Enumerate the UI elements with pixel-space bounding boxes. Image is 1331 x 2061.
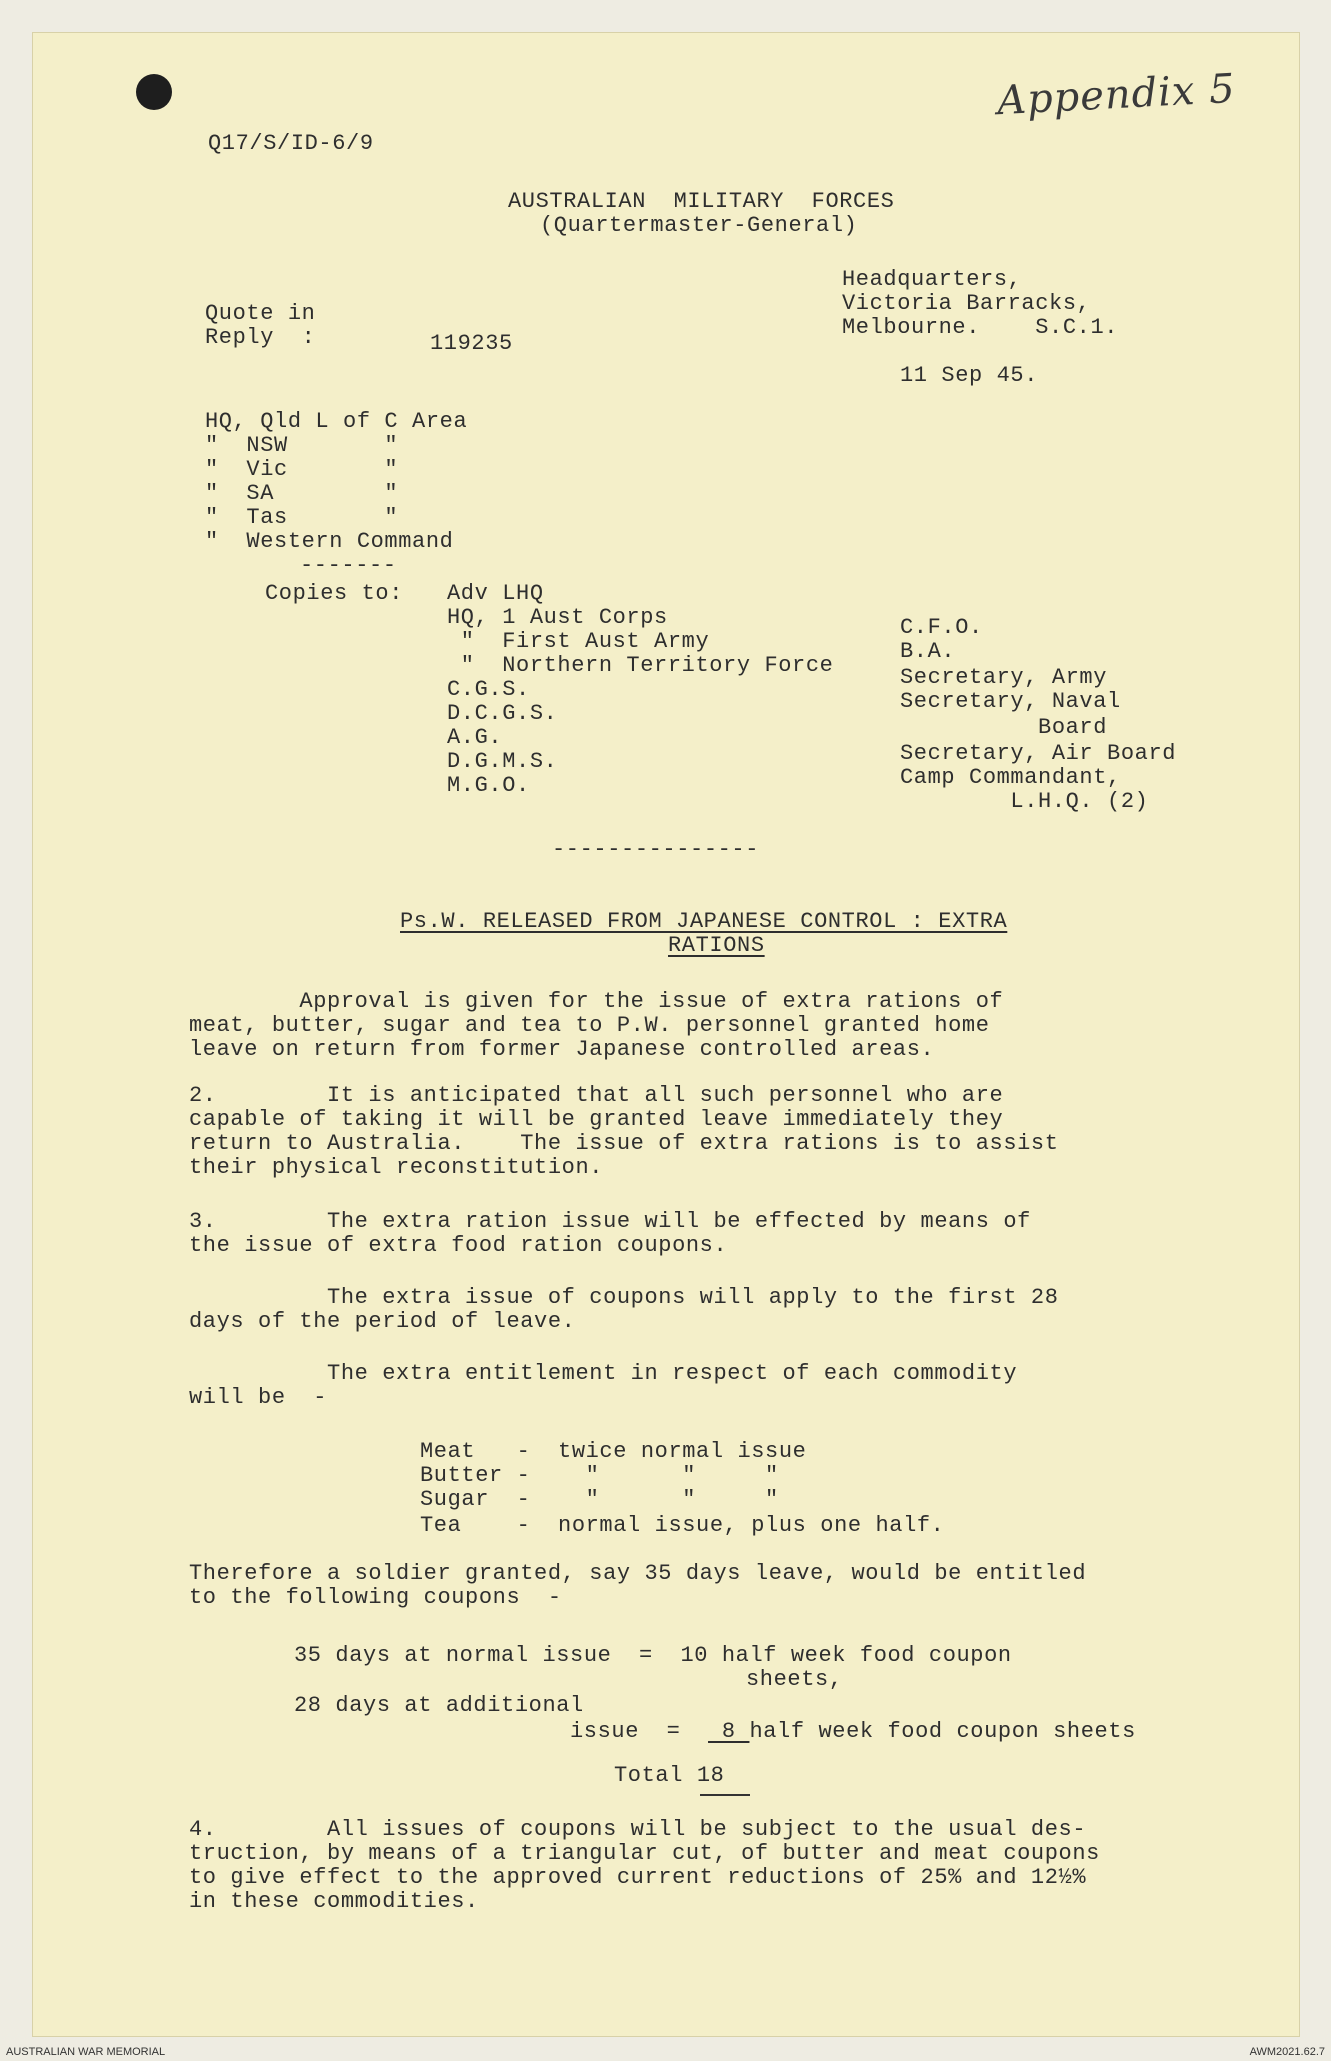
addressee: " SA "	[205, 481, 399, 506]
calc-number: 8	[708, 1719, 750, 1744]
body-line: the issue of extra food ration coupons.	[189, 1233, 728, 1258]
subject-heading-cont: RATIONS	[668, 933, 765, 958]
copy-recipient: " Northern Territory Force	[447, 653, 834, 678]
body-line: Approval is given for the issue of extra rations of	[189, 989, 1004, 1014]
addressee: " Western Command	[205, 529, 454, 554]
body-line: 3. The extra ration issue will be effected by means of	[189, 1209, 1031, 1234]
body-line: The extra entitlement in respect of each commodity	[189, 1361, 1018, 1386]
body-line: leave on return from former Japanese controlled areas.	[189, 1037, 935, 1062]
calc-line: 35 days at normal issue = 10 half week food coupon	[294, 1643, 1012, 1668]
body-line: days of the period of leave.	[189, 1309, 576, 1334]
org-title: AUSTRALIAN MILITARY FORCES	[508, 189, 895, 214]
calc-prefix: issue =	[570, 1719, 709, 1744]
body-line: meat, butter, sugar and tea to P.W. personnel granted home	[189, 1013, 990, 1038]
body-line: capable of taking it will be granted leave immediately they	[189, 1107, 1004, 1132]
addressee: " Tas "	[205, 505, 399, 530]
subject-heading: Ps.W. RELEASED FROM JAPANESE CONTROL : EXTRA	[400, 909, 1008, 934]
body-line: to the following coupons -	[189, 1585, 562, 1610]
copy-recipient: Adv LHQ	[447, 581, 544, 606]
body-line: 4. All issues of coupons will be subject to the usual des-	[189, 1817, 1087, 1842]
calc-total: Total 18	[614, 1763, 725, 1788]
body-line: will be -	[189, 1385, 328, 1410]
copy-recipient: Secretary, Naval	[900, 689, 1121, 714]
archive-credit: AUSTRALIAN WAR MEMORIAL	[6, 2046, 166, 2058]
commodity-row: Meat - twice normal issue	[420, 1439, 807, 1464]
quote-label: Reply :	[205, 325, 316, 350]
addressee: " Vic "	[205, 457, 399, 482]
body-line: 2. It is anticipated that all such personnel who are	[189, 1083, 1004, 1108]
copy-recipient: A.G.	[447, 725, 503, 750]
copy-recipient: " First Aust Army	[447, 629, 710, 654]
copies-rule: ---------------	[552, 837, 760, 862]
commodity-row: Tea - normal issue, plus one half.	[420, 1513, 945, 1538]
copy-recipient: D.G.M.S.	[447, 749, 558, 774]
quote-label: Quote in	[205, 301, 316, 326]
copy-recipient: Board	[900, 715, 1108, 740]
document-page	[32, 32, 1300, 2037]
archive-id: AWM2021.62.7	[1249, 2046, 1325, 2058]
body-line: in these commodities.	[189, 1889, 479, 1914]
copy-recipient: HQ, 1 Aust Corps	[447, 605, 668, 630]
copy-recipient: C.G.S.	[447, 677, 530, 702]
body-line: return to Australia. The issue of extra rations is to assist	[189, 1131, 1059, 1156]
org-subtitle: (Quartermaster-General)	[540, 213, 858, 238]
copy-recipient: Camp Commandant,	[900, 765, 1121, 790]
body-line: The extra issue of coupons will apply to the first 28	[189, 1285, 1059, 1310]
handwritten-annotation: Appendix 5	[995, 65, 1237, 125]
address-line: Headquarters,	[842, 267, 1022, 292]
body-line: their physical reconstitution.	[189, 1155, 604, 1180]
addressee: HQ, Qld L of C Area	[205, 409, 468, 434]
copy-recipient: Secretary, Army	[900, 665, 1108, 690]
copy-recipient: D.C.G.S.	[447, 701, 558, 726]
total-underline	[700, 1794, 750, 1796]
commodity-row: Sugar - " " "	[420, 1487, 779, 1512]
copy-recipient: B.A.	[900, 639, 956, 664]
calc-line	[570, 1720, 1136, 1744]
calc-line: sheets,	[746, 1667, 843, 1692]
address-line: Melbourne. S.C.1.	[842, 315, 1119, 340]
copy-recipient: M.G.O.	[447, 773, 530, 798]
address-line: Victoria Barracks,	[842, 291, 1091, 316]
addressee: " NSW "	[205, 433, 399, 458]
body-line: to give effect to the approved current reductions of 25% and 12½%	[189, 1865, 1087, 1890]
letter-date: 11 Sep 45.	[900, 363, 1039, 388]
copies-label: Copies to:	[265, 581, 404, 606]
body-line: Therefore a soldier granted, say 35 days leave, would be entitled	[189, 1561, 1087, 1586]
body-line: truction, by means of a triangular cut, of butter and meat coupons	[189, 1841, 1100, 1866]
calc-line: 28 days at additional	[294, 1693, 584, 1718]
copy-recipient: L.H.Q. (2)	[900, 789, 1149, 814]
punch-hole	[136, 74, 172, 110]
file-reference: Q17/S/ID-6/9	[208, 131, 374, 156]
copy-recipient: Secretary, Air Board	[900, 741, 1177, 766]
addressee-rule: -------	[300, 553, 397, 578]
commodity-row: Butter - " " "	[420, 1463, 779, 1488]
calc-suffix: half week food coupon sheets	[749, 1719, 1136, 1744]
quote-number: 119235	[430, 331, 513, 356]
copy-recipient: C.F.O.	[900, 615, 983, 640]
